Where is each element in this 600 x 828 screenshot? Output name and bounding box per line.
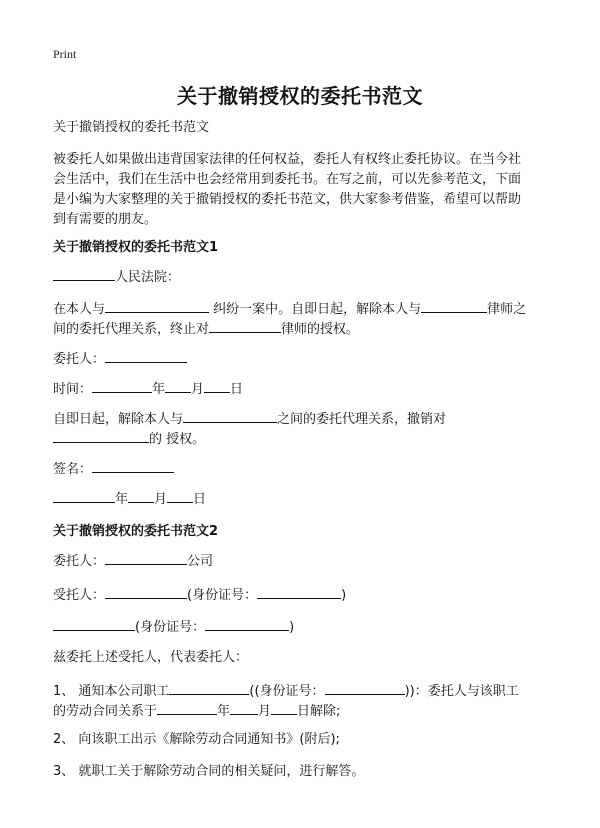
- s1-principal-line: 委托人：: [53, 348, 187, 370]
- blank-day: [204, 378, 230, 393]
- s1-time-line: 时间： 年 月 日: [53, 378, 243, 400]
- s1-date-line: 年 月 日: [53, 488, 206, 510]
- s1-sign-line: 签名：: [53, 458, 174, 480]
- blank-month2: [128, 488, 154, 503]
- blank-year: [92, 378, 152, 393]
- intro-line-1: 被委托人如果做出违背国家法律的任何权益，委托人有权终止委托协议。在当今社: [53, 152, 522, 167]
- s1-paragraph1-line2: 间的委托代理关系，终止对 律师的授权。: [53, 318, 359, 340]
- s2-agent-line: 受托人： (身份证号： ): [53, 584, 346, 606]
- blank-lawyer1: [421, 298, 487, 313]
- print-link[interactable]: Print: [53, 47, 77, 61]
- blank-company: [105, 550, 187, 565]
- intro-line-4: 到有需要的朋友。: [53, 212, 158, 227]
- blank-court: [53, 266, 115, 281]
- blank-end-day: [271, 700, 297, 715]
- s1-paragraph1-line1: 在本人与 纠纷一案中。自即日起，解除本人与 律师之: [53, 298, 526, 320]
- s2-entrust-line: 兹委托上述受托人，代表委托人：: [53, 650, 249, 665]
- s2-item3: 3、 就职工关于解除劳动合同的相关疑问，进行解答。: [53, 764, 365, 779]
- s2-item1-line2: 的劳动合同关系于 年 月 日解除;: [53, 700, 340, 722]
- blank-end-month: [230, 700, 258, 715]
- blank-agent: [183, 408, 277, 423]
- s2-item2: 2、 向该职工出示《解除劳动合同通知书》(附后);: [53, 732, 340, 747]
- blank-end-year: [157, 700, 217, 715]
- page-title: 关于撤销授权的委托书范文: [177, 84, 423, 108]
- intro-title: 关于撤销授权的委托书范文: [53, 120, 210, 135]
- blank-party: [105, 298, 209, 313]
- s2-principal-line: 委托人： 公司: [53, 550, 213, 572]
- blank-lawyer2: [209, 318, 281, 333]
- intro-line-3: 是小编为大家整理的关于撤销授权的委托书范文，供大家参考借鉴，希望可以帮助: [53, 192, 522, 207]
- blank-agent2-name: [53, 616, 135, 631]
- blank-agent-id: [257, 584, 341, 599]
- blank-agent2-id: [205, 616, 289, 631]
- blank-sign: [92, 458, 174, 473]
- blank-principal: [105, 348, 187, 363]
- s1-paragraph2-line1: 自即日起，解除本人与 之间的委托代理关系，撤销对: [53, 408, 446, 430]
- blank-year2: [53, 488, 115, 503]
- s1-paragraph2-line2: 的 授权。: [53, 428, 205, 450]
- blank-employee-id: [325, 680, 405, 695]
- blank-employee: [169, 680, 249, 695]
- intro-line-2: 会生活中，我们在生活中也会经常用到委托书。在写之前，可以先参考范文，下面: [53, 172, 522, 187]
- section1-heading: 关于撤销授权的委托书范文1: [53, 240, 219, 255]
- blank-agent-name: [105, 584, 187, 599]
- section2-heading: 关于撤销授权的委托书范文2: [53, 524, 219, 539]
- s2-agent2-line: (身份证号： ): [53, 616, 294, 638]
- blank-day2: [167, 488, 193, 503]
- s2-item1-line1: 1、 通知本公司职工 ((身份证号： ))：委托人与该职工: [53, 680, 519, 702]
- blank-revoke: [53, 428, 149, 443]
- court-line: 人民法院：: [53, 266, 180, 288]
- blank-month: [165, 378, 191, 393]
